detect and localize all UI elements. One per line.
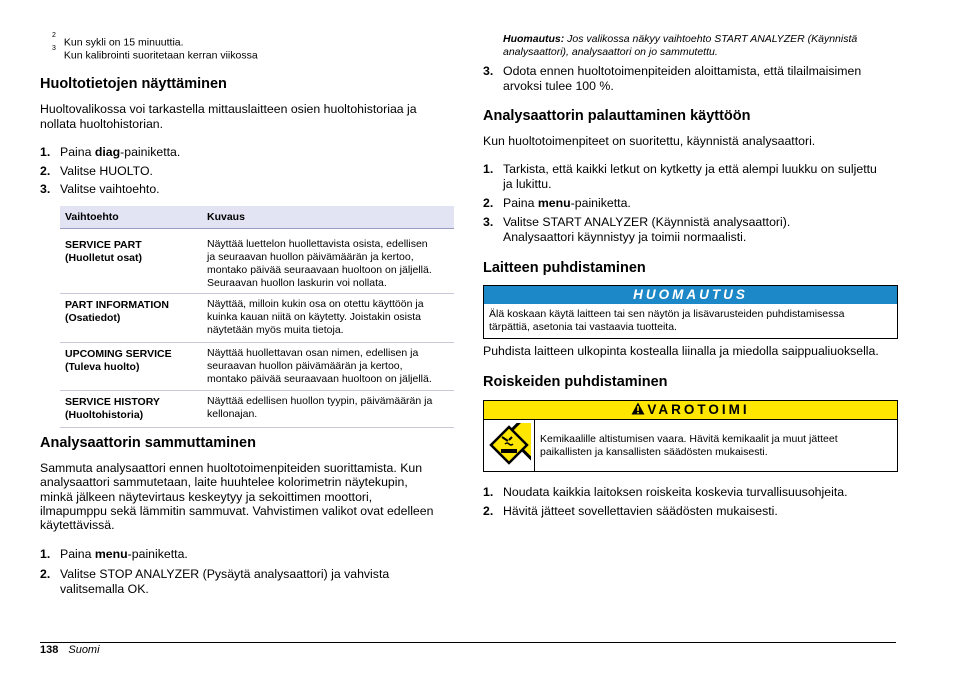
maint-step-3 — [40, 182, 454, 197]
shutdown-heading: Analysaattorin sammuttaminen — [40, 435, 256, 451]
footer-rule — [40, 642, 896, 643]
shutdown-step-1 — [40, 547, 454, 562]
column-header: Kuvaus — [207, 211, 245, 223]
restart-step-2 — [483, 196, 896, 211]
warning-box — [483, 400, 898, 472]
column-header: Vaihtoehto — [65, 211, 119, 223]
warning-header — [484, 401, 897, 420]
step-number: 2. — [483, 196, 494, 210]
step-text: Paina — [60, 547, 95, 561]
option-translation: (Huoltohistoria) — [65, 409, 144, 421]
footnote-mark: 2 — [52, 32, 56, 39]
option-description: Näyttää luettelon huollettavista osista, edellisen — [207, 238, 428, 250]
step-text: -painiketta. — [120, 145, 181, 159]
notice-box — [483, 285, 898, 339]
note — [503, 33, 896, 59]
footnote-text: Kun kalibrointi suoritetaan kerran viikossa — [63, 49, 258, 62]
step-number: 2. — [40, 567, 51, 581]
maint-info-intro-1: Huoltovalikossa voi tarkastella mittauslaitteen osien huoltohistoriaa ja — [40, 102, 417, 116]
shutdown-text-2: analysaattori sammutetaan, laite huuhtelee kolorimetrin näytekupin, — [40, 475, 408, 489]
note-label: Huomautus: — [503, 33, 565, 45]
shutdown-text-4: ilmapumppu sekä lämmitin sammuvat. Vahvistimen valikot ovat edelleen — [40, 504, 434, 518]
warning-triangle-icon — [631, 402, 645, 415]
table-row — [60, 391, 454, 428]
step-number: 2. — [40, 164, 51, 178]
option-description: Näyttää huollettavan osan nimen, edellisen ja — [207, 347, 419, 359]
step-text: Valitse START ANALYZER (Käynnistä analysaattori). — [503, 215, 791, 229]
option-description: kuinka kauan niitä on käytetty. Joistakin osista — [207, 311, 422, 323]
step-key: diag — [94, 145, 121, 159]
cleaning-heading: Laitteen puhdistaminen — [483, 260, 646, 276]
step-text: arvoksi tulee 100 %. — [503, 79, 614, 93]
option-name: SERVICE PART — [65, 239, 142, 251]
option-description: montako päivää seuraavaan huoltoon on jäljellä. — [207, 373, 432, 385]
warning-text: paikallisten ja kansallisten säädösten mukaisesti. — [540, 446, 768, 458]
restart-step-1 — [483, 162, 896, 192]
option-description: Näyttää edellisen huollon tyypin, päivämäärän ja — [207, 395, 433, 407]
option-description: seuraavan huollon päivämäärän ja kertoo, — [207, 360, 403, 372]
footnote-text: Kun sykli on 15 minuuttia. — [63, 36, 184, 49]
step-text: -painiketta. — [127, 547, 188, 561]
step-text: Valitse HUOLTO. — [60, 164, 153, 178]
step-number: 1. — [483, 485, 494, 499]
step-text: -painiketta. — [570, 196, 631, 210]
option-translation: (Tuleva huolto) — [65, 361, 140, 373]
step-number: 1. — [483, 162, 494, 176]
spills-step-1 — [483, 485, 896, 500]
option-name: PART INFORMATION — [65, 299, 170, 311]
table-row — [60, 294, 454, 343]
notice-text: tärpättiä, asetonia tai vastaavia tuotteita. — [489, 321, 677, 333]
notice-title: HUOMAUTUS — [484, 286, 897, 304]
step-key: menu — [537, 196, 571, 210]
warning-text: Kemikaalille altistumisen vaara. Hävitä kemikaalit ja muut jätteet — [540, 433, 838, 445]
maint-info-heading: Huoltotietojen näyttäminen — [40, 76, 227, 92]
table-row — [60, 343, 454, 391]
page-number: 138 — [40, 644, 59, 656]
step-text: Valitse STOP ANALYZER (Pysäytä analysaattori) ja vahvista — [60, 567, 390, 581]
footnote-mark: 3 — [52, 45, 56, 52]
option-description: näytetään myös muita tietoja. — [207, 324, 344, 336]
restart-step-3 — [483, 215, 896, 245]
option-translation: (Osatiedot) — [65, 312, 121, 324]
corrosive-hazard-icon — [487, 423, 531, 467]
table-header — [60, 206, 454, 229]
note-text: analysaattori), analysaattori on jo sammutettu. — [503, 46, 718, 58]
step-text: Valitse vaihtoehto. — [60, 182, 160, 196]
footnote-3 — [52, 46, 258, 63]
step-text: ja lukittu. — [503, 177, 552, 191]
maint-step-2 — [40, 164, 454, 179]
warning-icon-cell — [484, 420, 535, 471]
step-number: 2. — [483, 504, 494, 518]
spills-step-2 — [483, 504, 896, 519]
step-text: Tarkista, että kaikki letkut on kytketty ja että alempi luukku on suljettu — [503, 162, 877, 176]
step-number: 3. — [483, 64, 494, 78]
shutdown-text-5: käytettävissä. — [40, 518, 115, 532]
step-text: Analysaattori käynnistyy ja toimii normaalisti. — [503, 230, 747, 244]
step-text: Noudata kaikkia laitoksen roiskeita koskevia turvallisuusohjeita. — [503, 485, 848, 499]
shutdown-text-1: Sammuta analysaattori ennen huoltotoimenpiteiden suorittamista. Kun — [40, 461, 423, 475]
option-name: SERVICE HISTORY — [65, 396, 160, 408]
step-number: 3. — [40, 182, 51, 196]
shutdown-step-2 — [40, 567, 454, 597]
option-description: montako päivää seuraavaan huoltoon on jäljellä. — [207, 264, 432, 276]
footer-language: Suomi — [68, 644, 100, 656]
spills-heading: Roiskeiden puhdistaminen — [483, 374, 668, 390]
maint-info-intro-2: nollata huoltohistorian. — [40, 117, 164, 131]
option-description: Näyttää, milloin kukin osa on otettu käyttöön ja — [207, 298, 424, 310]
note-text: Jos valikossa näkyy vaihtoehto START ANALYZER (Käynnistä — [564, 33, 858, 45]
cleaning-text: Puhdista laitteen ulkopinta kostealla liinalla ja miedolla saippualiuoksella. — [483, 344, 879, 358]
maint-step-1 — [40, 145, 454, 160]
step-text: Odota ennen huoltotoimenpiteiden aloittamista, että tilailmaisimen — [503, 64, 862, 78]
step-text: Paina — [503, 196, 538, 210]
warning-title: VAROTOIMI — [647, 402, 750, 417]
option-description: ja seuraavan huollon päivämäärän ja kertoo, — [207, 251, 414, 263]
page-footer — [40, 644, 100, 656]
option-description: Seuraavan huollon laskurin voi nollata. — [207, 277, 387, 289]
option-description: kellonajan. — [207, 408, 258, 420]
step-text: Paina — [60, 145, 95, 159]
table-row — [60, 234, 454, 294]
step-text: valitsemalla OK. — [60, 582, 149, 596]
restart-heading: Analysaattorin palauttaminen käyttöön — [483, 108, 751, 124]
shutdown-step-3 — [483, 64, 896, 94]
step-key: menu — [94, 547, 128, 561]
restart-intro: Kun huoltotoimenpiteet on suoritettu, käynnistä analysaattori. — [483, 134, 816, 148]
option-name: UPCOMING SERVICE — [65, 348, 172, 360]
step-number: 3. — [483, 215, 494, 229]
notice-text: Älä koskaan käytä laitteen tai sen näytön ja lisävarusteiden puhdistamisessa — [489, 308, 845, 320]
option-translation: (Huolletut osat) — [65, 252, 142, 264]
step-number: 1. — [40, 145, 51, 159]
step-number: 1. — [40, 547, 51, 561]
step-text: Hävitä jätteet sovellettavien säädösten mukaisesti. — [503, 504, 778, 518]
shutdown-text-3: minkä jälkeen näytevirtaus keskeytyy ja sekoittimen moottori, — [40, 490, 373, 504]
